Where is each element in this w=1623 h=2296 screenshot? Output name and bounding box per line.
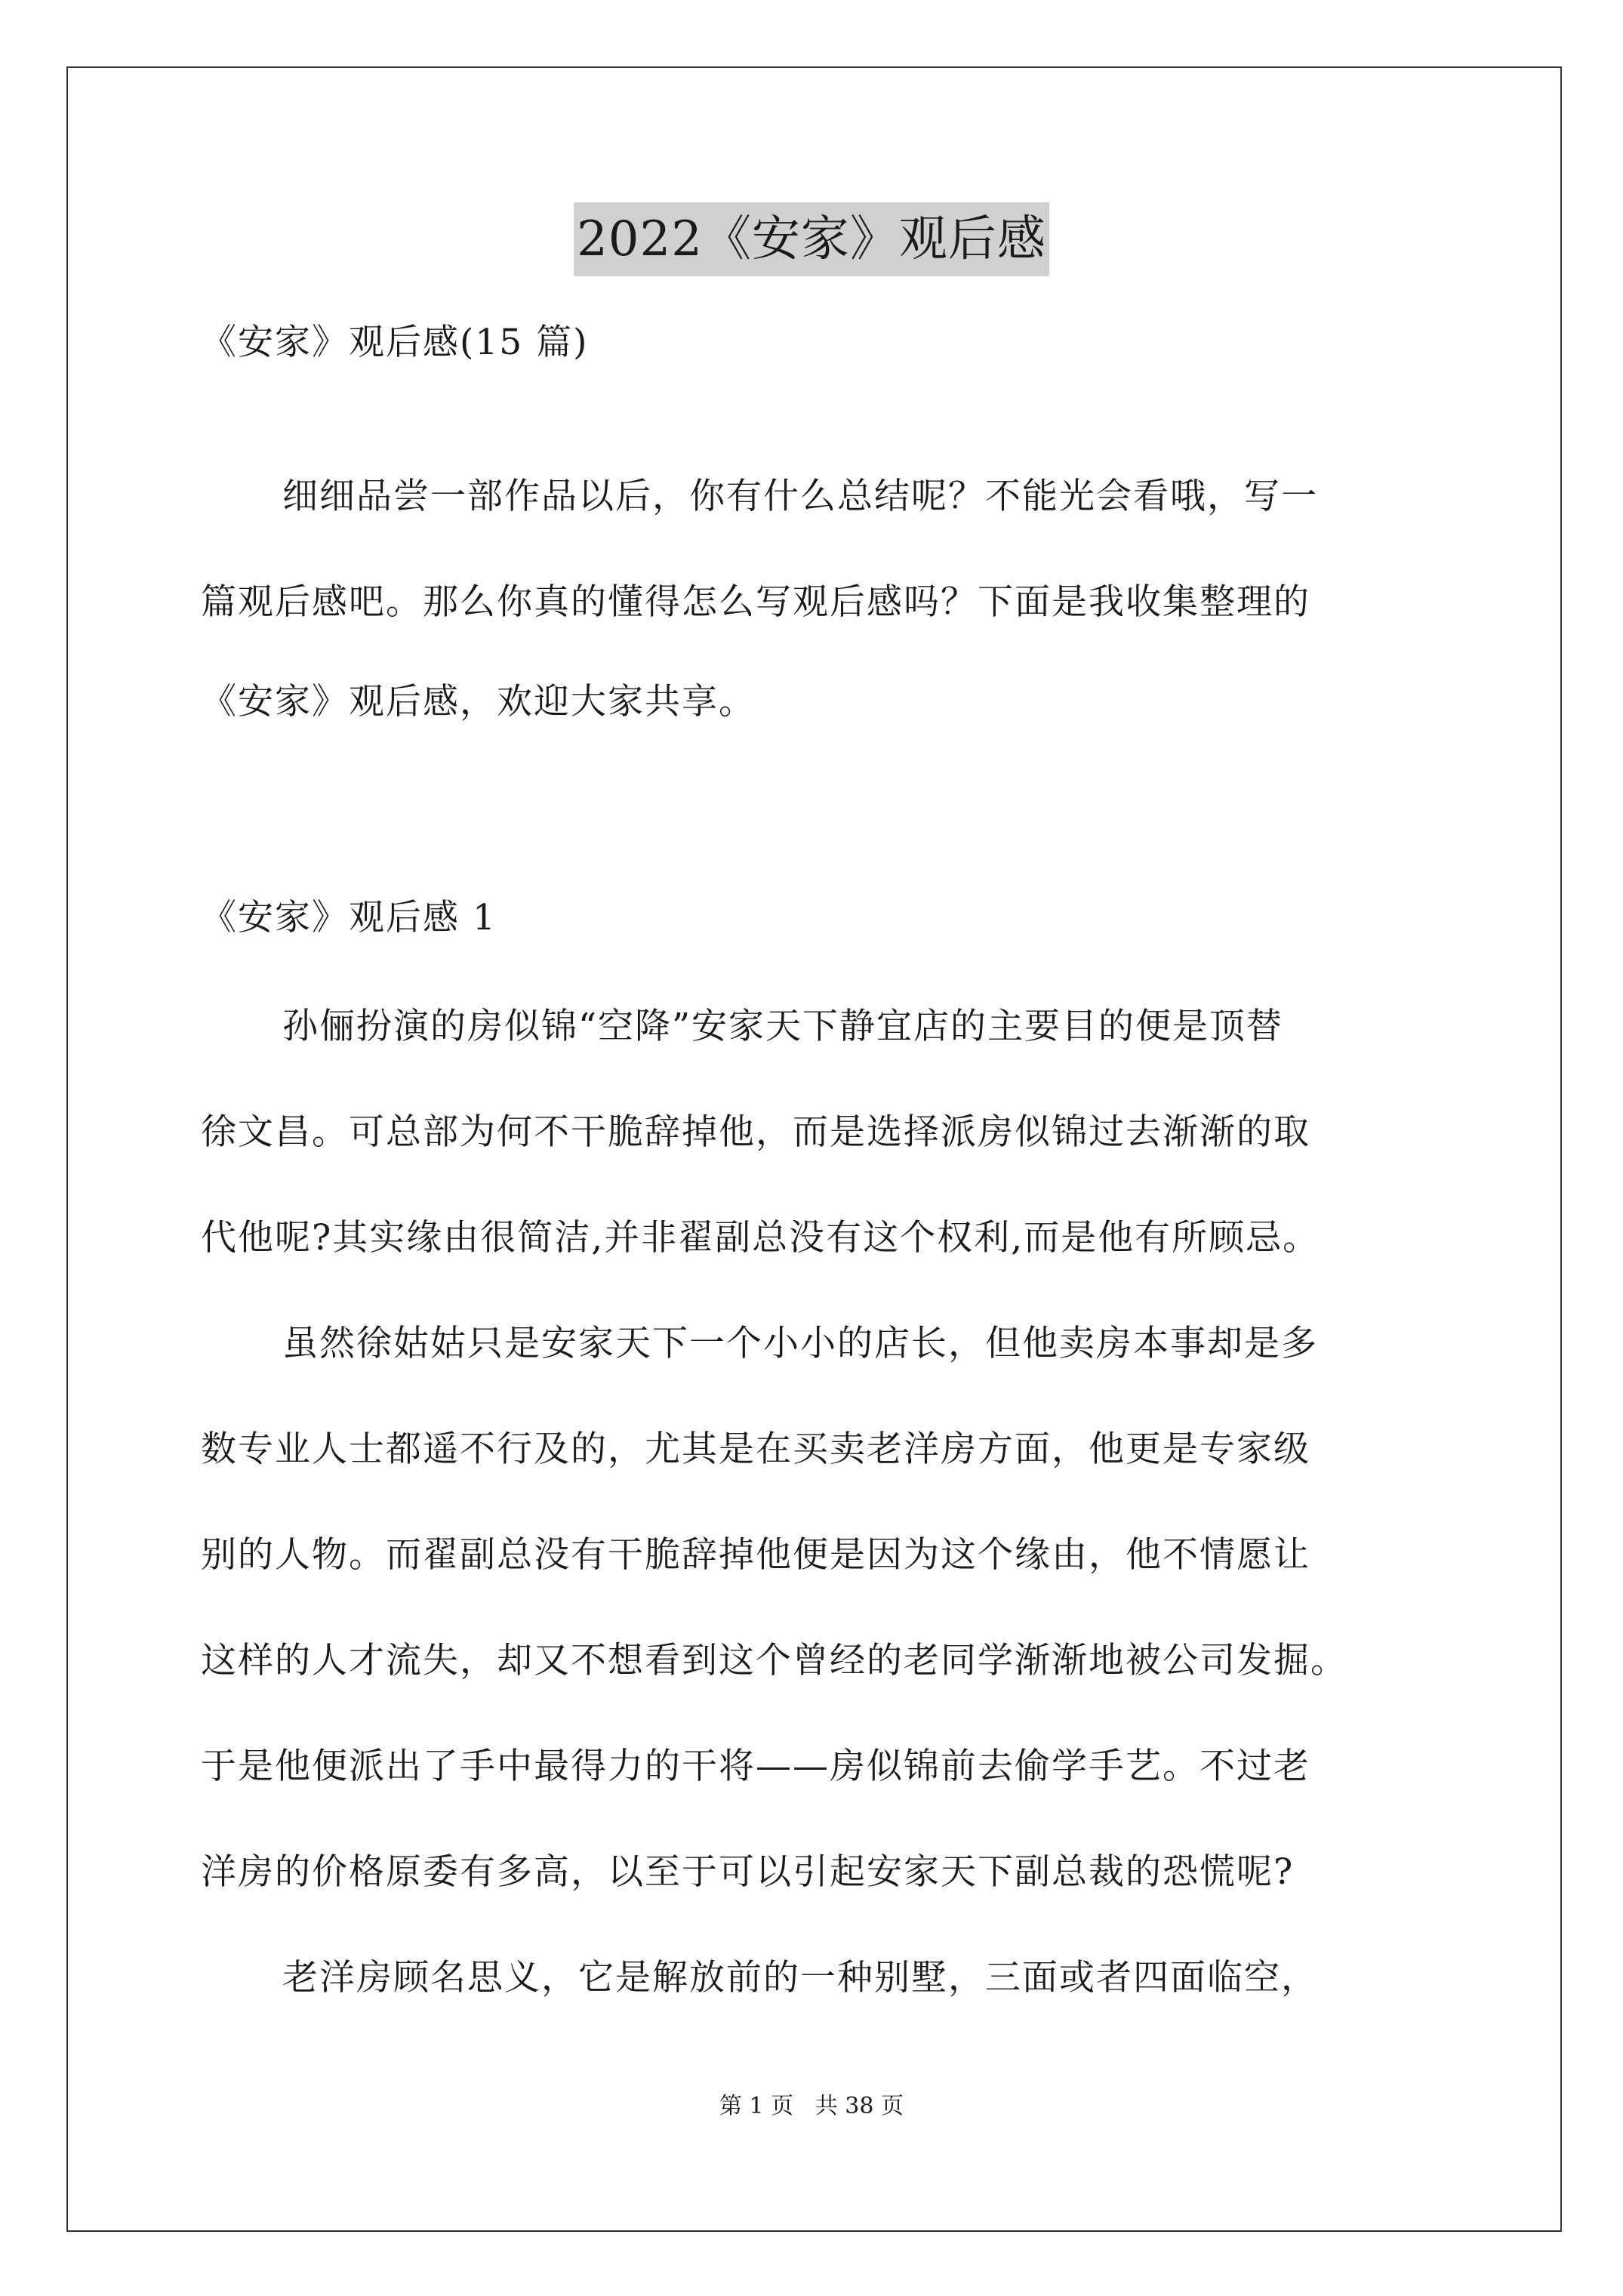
paragraph-line: 于是他便派出了手中最得力的干将——房似锦前去偷学手艺。不过老 (201, 1746, 1310, 1787)
paragraph-line: 篇观后感吧。那么你真的懂得怎么写观后感吗？下面是我收集整理的 (201, 581, 1310, 623)
paragraph-line: 别的人物。而翟副总没有干脆辞掉他便是因为这个缘由，他不情愿让 (201, 1534, 1310, 1576)
title-container (0, 202, 1623, 276)
paragraph-line: 老洋房顾名思义，它是解放前的一种别墅，三面或者四面临空， (282, 1957, 1318, 1999)
paragraph-line: 虽然徐姑姑只是安家天下一个小小的店长，但他卖房本事却是多 (282, 1323, 1318, 1364)
paragraph-line: 数专业人士都遥不行及的，尤其是在买卖老洋房方面，他更是专家级 (201, 1428, 1310, 1470)
document-title: 2022《安家》观后感 (574, 202, 1049, 276)
page-total: 共 38 页 (815, 2093, 904, 2119)
section-heading: 《安家》观后感 1 (201, 897, 497, 938)
paragraph-line: 代他呢?其实缘由很简洁,并非翟副总没有这个权利,而是他有所顾忌。 (201, 1217, 1320, 1259)
subtitle-line: 《安家》观后感(15 篇) (201, 322, 589, 363)
paragraph-line: 孙俪扮演的房似锦“空降”安家天下静宜店的主要目的便是顶替 (282, 1006, 1284, 1047)
paragraph-line: 《安家》观后感，欢迎大家共享。 (201, 681, 756, 723)
paragraph-line: 这样的人才流失，却又不想看到这个曾经的老同学渐渐地被公司发掘。 (201, 1640, 1347, 1681)
paragraph-line: 细细品尝一部作品以后，你有什么总结呢？不能光会看哦，写一 (282, 476, 1318, 517)
page-number: 第 1 页 (719, 2093, 794, 2119)
page-footer (0, 2091, 1623, 2122)
paragraph-line: 徐文昌。可总部为何不干脆辞掉他，而是选择派房似锦过去渐渐的取 (201, 1111, 1310, 1153)
paragraph-line: 洋房的价格原委有多高，以至于可以引起安家天下副总裁的恐慌呢? (201, 1851, 1295, 1893)
